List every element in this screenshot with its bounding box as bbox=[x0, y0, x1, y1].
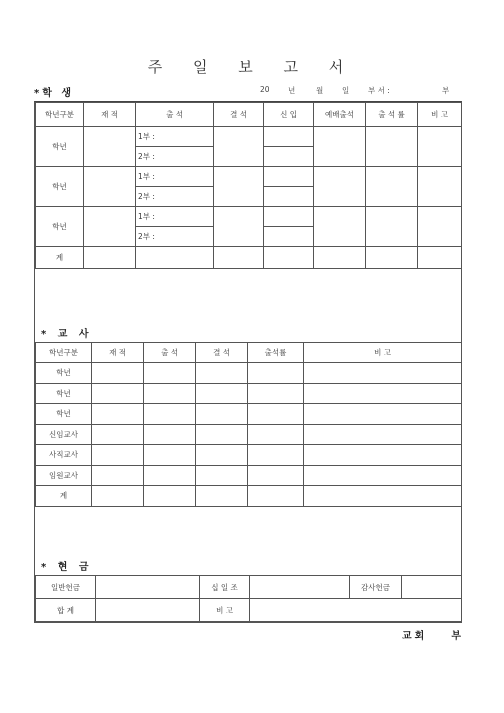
cell[interactable] bbox=[304, 383, 462, 404]
part1-cell[interactable]: 1부 : bbox=[136, 127, 214, 147]
new-cell[interactable] bbox=[264, 187, 314, 207]
sum-label: 합 계 bbox=[36, 599, 96, 622]
worship-cell[interactable] bbox=[314, 207, 366, 247]
part2-cell[interactable]: 2부 : bbox=[136, 187, 214, 207]
remarks-cell[interactable] bbox=[418, 167, 462, 207]
absent-cell[interactable] bbox=[214, 167, 264, 207]
new-cell[interactable] bbox=[264, 127, 314, 147]
cell[interactable] bbox=[144, 445, 196, 466]
col-new: 신 입 bbox=[264, 103, 314, 127]
page-title: 주 일 보 고 서 bbox=[147, 58, 357, 76]
dept-label: 부 bbox=[451, 631, 464, 642]
col-attend: 출 석 bbox=[144, 343, 196, 363]
cell[interactable] bbox=[248, 486, 304, 507]
col-worship: 예배출석 bbox=[314, 103, 366, 127]
grade-label: 학년 bbox=[36, 127, 84, 167]
teacher-row-label: 임원교사 bbox=[36, 465, 92, 486]
cell[interactable] bbox=[144, 465, 196, 486]
cell[interactable] bbox=[144, 424, 196, 445]
col-remarks: 비 고 bbox=[304, 343, 462, 363]
part2-cell[interactable]: 2부 : bbox=[136, 227, 214, 247]
teacher-row-label: 신임교사 bbox=[36, 424, 92, 445]
cell[interactable] bbox=[144, 404, 196, 425]
cash-remarks-label: 비 고 bbox=[200, 599, 250, 622]
cell[interactable] bbox=[196, 383, 248, 404]
total-cell[interactable] bbox=[264, 247, 314, 269]
teacher-row-label: 계 bbox=[36, 486, 92, 507]
total-cell[interactable] bbox=[366, 247, 418, 269]
total-cell[interactable] bbox=[418, 247, 462, 269]
total-cell[interactable] bbox=[314, 247, 366, 269]
col-grade: 학년구분 bbox=[36, 343, 92, 363]
teacher-row-label: 사직교사 bbox=[36, 445, 92, 466]
students-table bbox=[35, 102, 462, 269]
worship-cell[interactable] bbox=[314, 127, 366, 167]
cell[interactable] bbox=[92, 424, 144, 445]
cell[interactable] bbox=[304, 465, 462, 486]
cell[interactable] bbox=[196, 424, 248, 445]
grade-label: 학년 bbox=[36, 167, 84, 207]
students-header bbox=[36, 103, 462, 127]
cell[interactable] bbox=[144, 486, 196, 507]
rate-cell[interactable] bbox=[366, 127, 418, 167]
remarks-cell[interactable] bbox=[418, 207, 462, 247]
part1-cell[interactable]: 1부 : bbox=[136, 207, 214, 227]
col-absent: 결 석 bbox=[214, 103, 264, 127]
worship-cell[interactable] bbox=[314, 167, 366, 207]
cell[interactable] bbox=[248, 424, 304, 445]
col-enrolled: 재 적 bbox=[84, 103, 136, 127]
teachers-table bbox=[35, 342, 462, 507]
general-offering-value[interactable] bbox=[96, 576, 200, 599]
meta-dept: 부 서 : bbox=[368, 86, 390, 95]
teacher-row-label: 학년 bbox=[36, 383, 92, 404]
rate-cell[interactable] bbox=[366, 207, 418, 247]
absent-cell[interactable] bbox=[214, 207, 264, 247]
enrolled-cell[interactable] bbox=[84, 207, 136, 247]
cell[interactable] bbox=[196, 404, 248, 425]
cell[interactable] bbox=[248, 445, 304, 466]
cell[interactable] bbox=[304, 424, 462, 445]
enrolled-cell[interactable] bbox=[84, 127, 136, 167]
col-attend: 출 석 bbox=[136, 103, 214, 127]
new-cell[interactable] bbox=[264, 207, 314, 227]
col-enrolled: 재 적 bbox=[92, 343, 144, 363]
meta-year: 20 bbox=[260, 85, 270, 94]
grade-label: 학년 bbox=[36, 207, 84, 247]
part1-cell[interactable]: 1부 : bbox=[136, 167, 214, 187]
students-section-label: *학 생 bbox=[34, 88, 75, 99]
meta-dept-suffix: 부 bbox=[442, 86, 450, 95]
cell[interactable] bbox=[196, 486, 248, 507]
cash-section-label: * 현 금 bbox=[41, 562, 93, 573]
col-remarks: 비 고 bbox=[418, 103, 462, 127]
teachers-section-label: * 교 사 bbox=[41, 329, 93, 340]
cell[interactable] bbox=[92, 445, 144, 466]
cell[interactable] bbox=[248, 465, 304, 486]
cell[interactable] bbox=[196, 363, 248, 384]
cell[interactable] bbox=[92, 383, 144, 404]
cash-remarks-value[interactable] bbox=[250, 599, 462, 622]
cell[interactable] bbox=[248, 404, 304, 425]
meta-day: 일 bbox=[342, 86, 350, 95]
total-cell[interactable] bbox=[136, 247, 214, 269]
part2-cell[interactable]: 2부 : bbox=[136, 147, 214, 167]
cell[interactable] bbox=[248, 383, 304, 404]
remarks-cell[interactable] bbox=[418, 127, 462, 167]
tithe-value[interactable] bbox=[250, 576, 350, 599]
church-label: 교회 bbox=[402, 631, 428, 642]
rate-cell[interactable] bbox=[366, 167, 418, 207]
cell[interactable] bbox=[196, 445, 248, 466]
students-total-row bbox=[36, 247, 462, 269]
church-signature bbox=[402, 627, 464, 642]
cash-table bbox=[35, 575, 462, 622]
cell[interactable] bbox=[92, 363, 144, 384]
new-cell[interactable] bbox=[264, 227, 314, 247]
new-cell[interactable] bbox=[264, 167, 314, 187]
sum-value[interactable] bbox=[96, 599, 200, 622]
total-cell[interactable] bbox=[214, 247, 264, 269]
total-cell[interactable] bbox=[84, 247, 136, 269]
cell[interactable] bbox=[248, 363, 304, 384]
cell[interactable] bbox=[144, 363, 196, 384]
col-rate: 출석률 bbox=[248, 343, 304, 363]
students-header-row bbox=[34, 84, 470, 98]
cell[interactable] bbox=[144, 383, 196, 404]
cell[interactable] bbox=[196, 465, 248, 486]
meta-year-unit: 년 bbox=[288, 86, 296, 95]
cell[interactable] bbox=[92, 465, 144, 486]
col-grade: 학년구분 bbox=[36, 103, 84, 127]
new-cell[interactable] bbox=[264, 147, 314, 167]
enrolled-cell[interactable] bbox=[84, 167, 136, 207]
cell[interactable] bbox=[92, 486, 144, 507]
thanks-offering-value[interactable] bbox=[402, 576, 462, 599]
cell[interactable] bbox=[304, 486, 462, 507]
col-rate: 출 석 률 bbox=[366, 103, 418, 127]
general-offering-label: 일반헌금 bbox=[36, 576, 96, 599]
cell[interactable] bbox=[304, 445, 462, 466]
cell[interactable] bbox=[304, 363, 462, 384]
teacher-row-label: 학년 bbox=[36, 404, 92, 425]
meta-month: 월 bbox=[316, 86, 324, 95]
total-label: 계 bbox=[36, 247, 84, 269]
report-frame bbox=[34, 101, 462, 623]
cell[interactable] bbox=[304, 404, 462, 425]
absent-cell[interactable] bbox=[214, 127, 264, 167]
col-absent: 결 석 bbox=[196, 343, 248, 363]
teacher-row-label: 학년 bbox=[36, 363, 92, 384]
cell[interactable] bbox=[92, 404, 144, 425]
thanks-offering-label: 감사헌금 bbox=[350, 576, 402, 599]
teachers-header bbox=[36, 343, 462, 363]
tithe-label: 십 일 조 bbox=[200, 576, 250, 599]
